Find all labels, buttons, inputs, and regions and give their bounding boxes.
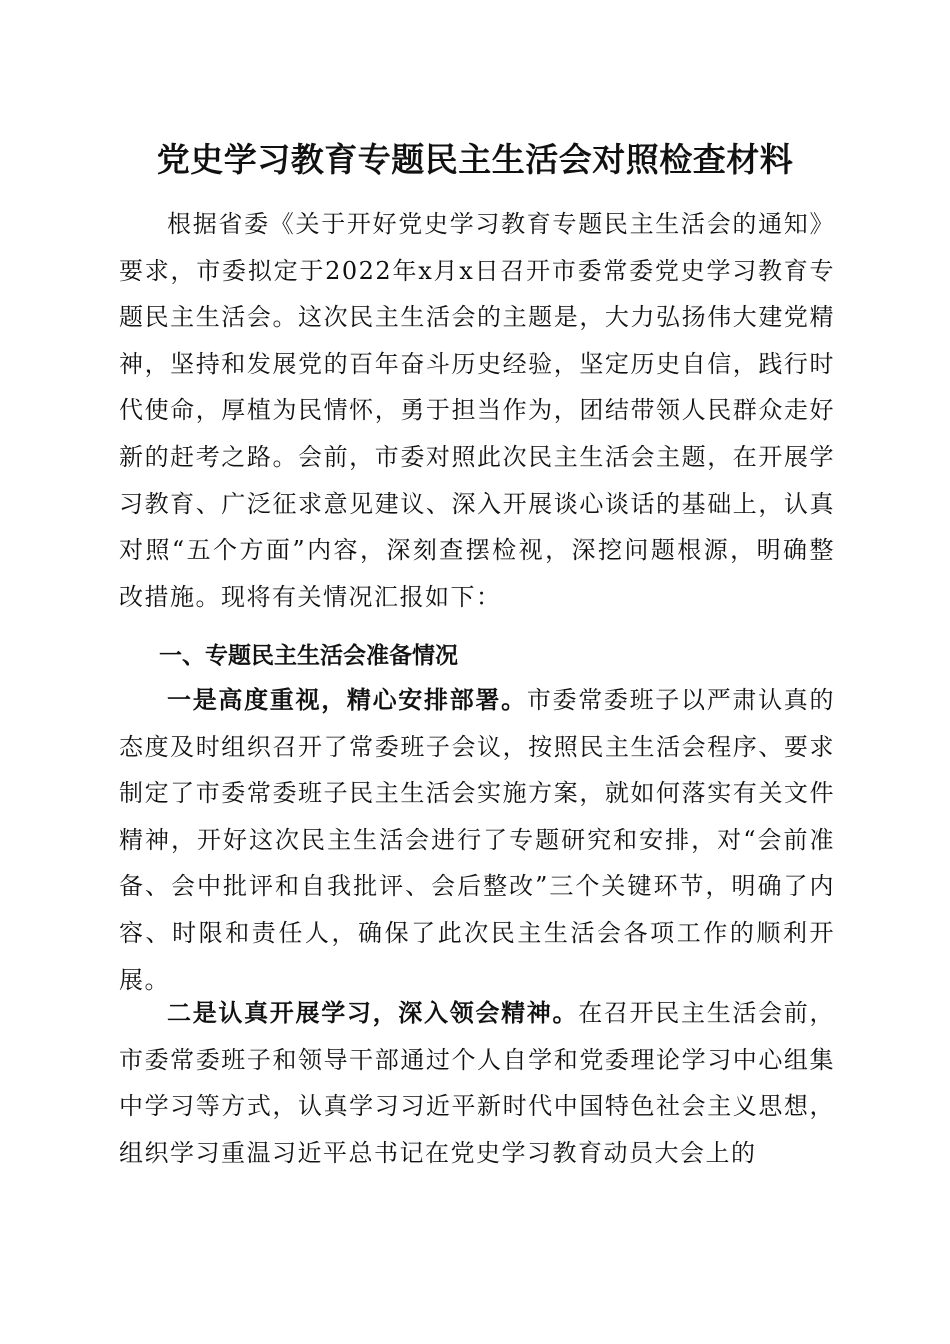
intro-paragraph: 根据省委《关于开好党史学习教育专题民主生活会的通知》要求，市委拟定于2022年x月x日召开市委常委党史学习教育专题民主生活会。这次民主生活会的主题是，大力弘扬伟大建党精神，坚持和发展党的百年奋斗历史经验，坚定历史自信，践行时代使命，厚植为民情怀，勇于担当作为，团结带领人民群众走好新的赶考之路。会前，市委对照此次民主生活会主题，在开展学习教育、广泛征求意见建议、深入开展谈心谈话的基础上，认真对照“五个方面”内容，深刻查摆检视，深挖问题根源，明确整改措施。现将有关情况汇报如下： — [119, 210, 835, 611]
section-heading-preparation: 一、专题民主生活会准备情况 — [159, 643, 458, 669]
point-two-lead: 二是认真开展学习，深入领会精神。 — [167, 999, 579, 1027]
point-one-body: 市委常委班子以严肃认真的态度及时组织召开了常委班子会议，按照民主生活会程序、要求制定了市委常委班子民主生活会实施方案，就如何落实有关文件精神，开好这次民主生活会进行了专题研究和安排，对“会前准备、会中批评和自我批评、会后整改”三个关键环节，明确了内容、时限和责任人，确保了此次民主生活会各项工作的顺利开展。 — [119, 686, 836, 994]
point-two-body: 在召开民主生活会前，市委常委班子和领导干部通过个人自学和党委理论学习中心组集中学习等方式，认真学习习近平新时代中国特色社会主义思想，组织学习重温习近平总书记在党史学习教育动员大会上的 — [119, 999, 836, 1167]
point-one-lead: 一是高度重视，精心安排部署。 — [167, 686, 527, 714]
point-one-paragraph — [119, 677, 835, 1003]
point-two-paragraph — [119, 990, 835, 1176]
document-title: 党史学习教育专题民主生活会对照检查材料 — [156, 140, 794, 179]
